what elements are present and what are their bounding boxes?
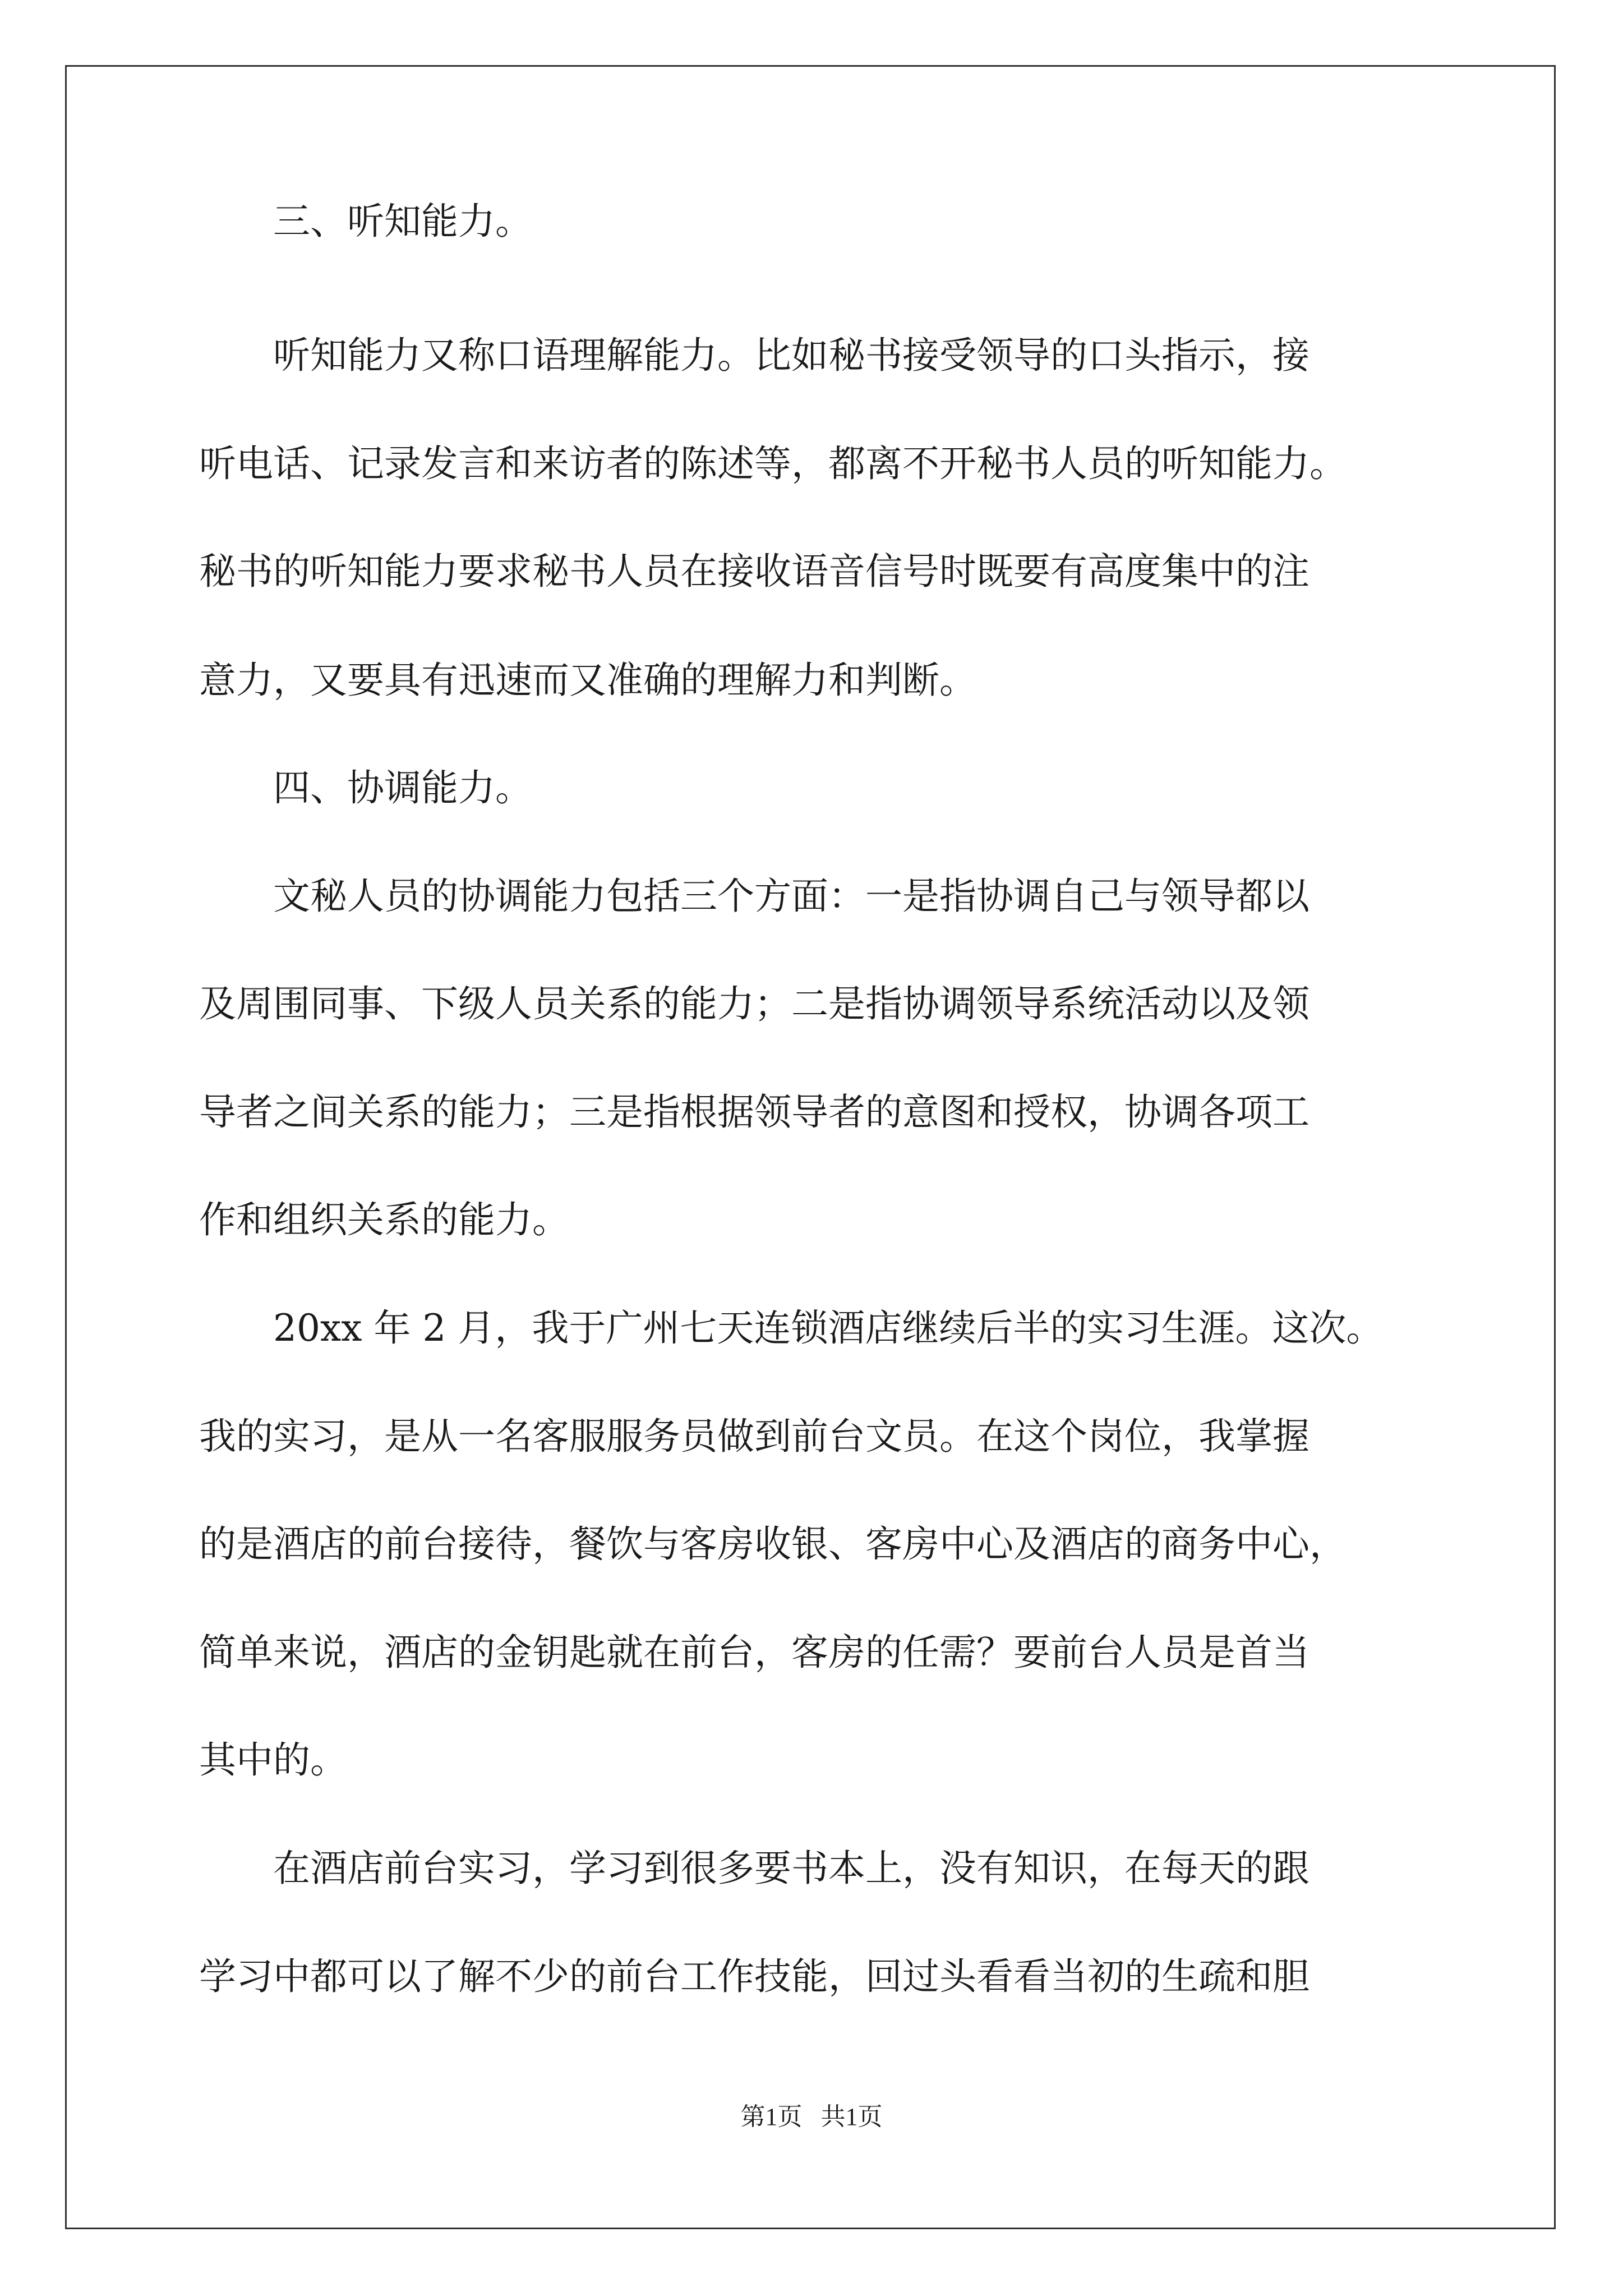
paragraph-line: 秘书的听知能力要求秘书人员在接收语音信号时既要有高度集中的注 [199, 550, 1310, 593]
heading-coordination-ability: 四、协调能力。 [199, 766, 532, 809]
paragraph-line: 简单来说，酒店的金钥匙就在前台，客房的任需？要前台人员是首当 [199, 1631, 1310, 1674]
paragraph-line: 学习中都可以了解不少的前台工作技能，回过头看看当初的生疏和胆 [199, 1955, 1310, 1998]
paragraph-line: 在酒店前台实习，学习到很多要书本上，没有知识，在每天的跟 [199, 1847, 1310, 1890]
paragraph-line: 20xx 年 2 月，我于广州七天连锁酒店继续后半的实习生涯。这次。 [199, 1306, 1384, 1350]
paragraph-line: 作和组织关系的能力。 [199, 1198, 569, 1241]
paragraph-line: 及周围同事、下级人员关系的能力；二是指协调领导系统活动以及领 [199, 982, 1310, 1025]
paragraph-line: 意力，又要具有迅速而又准确的理解力和判断。 [199, 659, 976, 702]
page-number-footer: 第1页 共1页 [740, 2103, 883, 2131]
paragraph-line: 听电话、记录发言和来访者的陈述等，都离不开秘书人员的听知能力。 [199, 442, 1347, 485]
paragraph-line: 的是酒店的前台接待，餐饮与客房收银、客房中心及酒店的商务中心， [199, 1522, 1347, 1566]
paragraph-line: 听知能力又称口语理解能力。比如秘书接受领导的口头指示，接 [199, 334, 1310, 377]
paragraph-line: 其中的。 [199, 1738, 347, 1782]
heading-listening-ability: 三、听知能力。 [199, 200, 532, 243]
paragraph-line: 我的实习，是从一名客服服务员做到前台文员。在这个岗位，我掌握 [199, 1415, 1310, 1458]
page-border [65, 65, 1556, 2229]
paragraph-line: 文秘人员的协调能力包括三个方面：一是指协调自己与领导都以 [199, 875, 1310, 918]
paragraph-line: 导者之间关系的能力；三是指根据领导者的意图和授权，协调各项工 [199, 1091, 1310, 1134]
